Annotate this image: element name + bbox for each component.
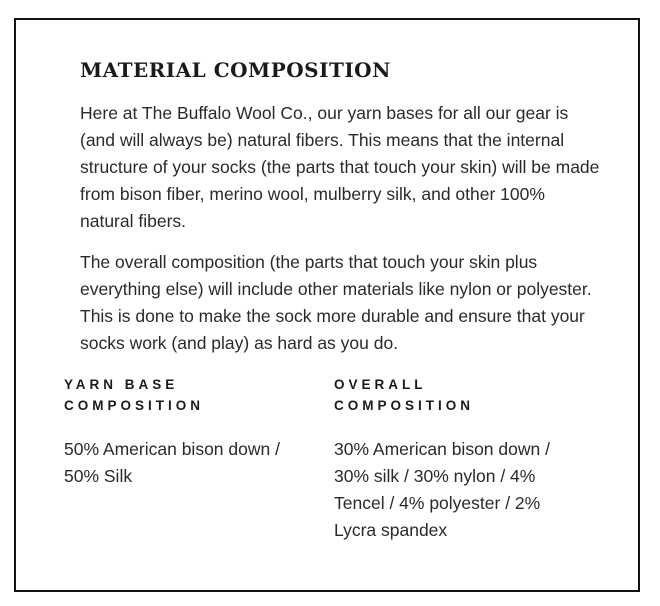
composition-columns — [64, 374, 604, 544]
overall-column — [334, 374, 584, 544]
overall-paragraph: The overall composition (the parts that touch your skin plus everything else) will include other materials like nylon or polyester. This is done to make the sock more durable and ensure that your socks work (and play) as hard as you do. — [80, 252, 592, 353]
material-composition-content — [80, 56, 600, 371]
overall-heading: OVERALL COMPOSITION — [334, 377, 475, 413]
yarn-base-heading: YARN BASE COMPOSITION — [64, 377, 205, 413]
section-title: MATERIAL COMPOSITION — [80, 58, 391, 82]
yarn-base-value: 50% American bison down / 50% Silk — [64, 439, 280, 486]
yarn-base-column — [64, 374, 314, 490]
overall-value: 30% American bison down / 30% silk / 30% nylon / 4% Tencel / 4% polyester / 2% Lycra spandex — [334, 439, 550, 540]
intro-paragraph: Here at The Buffalo Wool Co., our yarn bases for all our gear is (and will always be) natural fibers. This means that the internal structure of your socks (the parts that touch your skin) will be made from bison fiber, merino wool, mulberry silk, and other 100% natural fibers. — [80, 103, 600, 231]
